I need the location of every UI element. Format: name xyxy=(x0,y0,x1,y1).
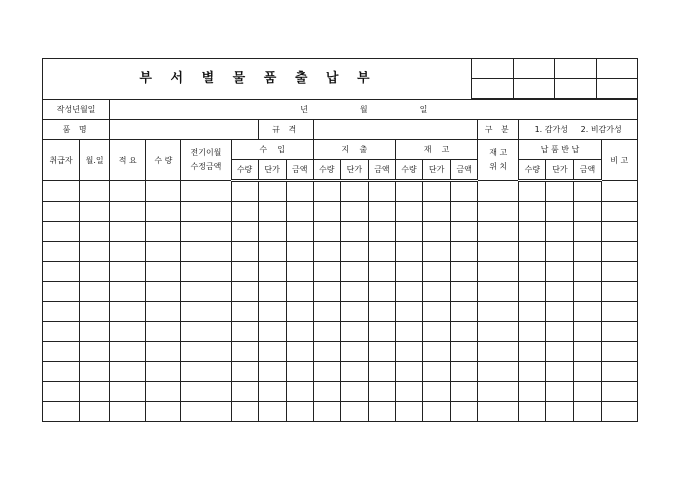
ledger-cell[interactable] xyxy=(313,181,340,202)
ledger-cell[interactable] xyxy=(519,362,546,382)
sub-price: 단가 xyxy=(546,160,574,181)
ledger-row xyxy=(43,181,638,202)
ledger-cell[interactable] xyxy=(340,382,368,402)
item-name-field[interactable] xyxy=(110,120,258,140)
ledger-cell[interactable] xyxy=(80,262,110,282)
sub-price: 단가 xyxy=(340,160,368,181)
ledger-cell[interactable] xyxy=(340,202,368,222)
ledger-cell[interactable] xyxy=(313,302,340,322)
sub-qty: 수량 xyxy=(395,160,422,181)
ledger-cell[interactable] xyxy=(395,382,422,402)
approval-box[interactable] xyxy=(555,59,597,79)
ledger-cell[interactable] xyxy=(231,282,258,302)
ledger-cell[interactable] xyxy=(258,402,286,422)
ledger-cell[interactable] xyxy=(258,181,286,202)
ledger-row xyxy=(43,302,638,322)
ledger-cell[interactable] xyxy=(146,342,181,362)
ledger-cell[interactable] xyxy=(395,322,422,342)
ledger-cell[interactable] xyxy=(340,181,368,202)
ledger-cell[interactable] xyxy=(395,242,422,262)
col-return: 납 품 반 납 xyxy=(519,140,601,160)
ledger-cell[interactable] xyxy=(313,342,340,362)
day-label: 일 xyxy=(419,105,428,114)
ledger-cell[interactable] xyxy=(478,362,519,382)
ledger-cell[interactable] xyxy=(423,322,451,342)
ledger-cell[interactable] xyxy=(451,181,478,202)
sub-price: 단가 xyxy=(423,160,451,181)
ledger-row xyxy=(43,322,638,342)
ledger-cell[interactable] xyxy=(258,382,286,402)
col-stock-location xyxy=(478,140,519,181)
ledger-cell[interactable] xyxy=(181,402,231,422)
ledger-cell[interactable] xyxy=(43,382,80,402)
approval-box[interactable] xyxy=(596,59,637,79)
ledger-row xyxy=(43,342,638,362)
category-label: 구 분 xyxy=(478,120,519,140)
ledger-cell[interactable] xyxy=(43,282,80,302)
ledger-cell[interactable] xyxy=(231,382,258,402)
ledger-cell[interactable] xyxy=(146,222,181,242)
ledger-cell[interactable] xyxy=(80,322,110,342)
ledger-cell[interactable] xyxy=(313,222,340,242)
ledger-cell[interactable] xyxy=(43,242,80,262)
date-field[interactable] xyxy=(110,100,638,120)
ledger-cell[interactable] xyxy=(451,382,478,402)
ledger-cell[interactable] xyxy=(519,382,546,402)
ledger-cell[interactable] xyxy=(231,322,258,342)
ledger-cell[interactable] xyxy=(546,222,574,242)
ledger-cell[interactable] xyxy=(519,181,546,202)
ledger-cell[interactable] xyxy=(574,322,601,342)
ledger-cell[interactable] xyxy=(258,262,286,282)
ledger-cell[interactable] xyxy=(313,202,340,222)
ledger-cell[interactable] xyxy=(546,322,574,342)
ledger-cell[interactable] xyxy=(451,362,478,382)
ledger-cell[interactable] xyxy=(286,322,313,342)
ledger-cell[interactable] xyxy=(181,322,231,342)
ledger-cell[interactable] xyxy=(80,181,110,202)
ledger-cell[interactable] xyxy=(43,202,80,222)
ledger-table xyxy=(42,99,638,422)
ledger-cell[interactable] xyxy=(395,342,422,362)
ledger-cell[interactable] xyxy=(286,242,313,262)
year-label: 년 xyxy=(300,105,308,114)
ledger-cell[interactable] xyxy=(368,402,395,422)
ledger-cell[interactable] xyxy=(601,342,637,362)
ledger-cell[interactable] xyxy=(601,262,637,282)
ledger-row xyxy=(43,242,638,262)
ledger-cell[interactable] xyxy=(340,362,368,382)
ledger-cell[interactable] xyxy=(110,402,146,422)
ledger-cell[interactable] xyxy=(231,302,258,322)
ledger-cell[interactable] xyxy=(601,402,637,422)
ledger-cell[interactable] xyxy=(574,362,601,382)
ledger-cell[interactable] xyxy=(368,242,395,262)
ledger-cell[interactable] xyxy=(340,262,368,282)
ledger-cell[interactable] xyxy=(478,262,519,282)
ledger-cell[interactable] xyxy=(451,342,478,362)
ledger-cell[interactable] xyxy=(340,322,368,342)
ledger-cell[interactable] xyxy=(423,302,451,322)
ledger-cell[interactable] xyxy=(146,202,181,222)
ledger-cell[interactable] xyxy=(574,262,601,282)
ledger-cell[interactable] xyxy=(258,282,286,302)
ledger-cell[interactable] xyxy=(423,202,451,222)
approval-box[interactable] xyxy=(472,59,514,79)
ledger-cell[interactable] xyxy=(451,302,478,322)
ledger-row xyxy=(43,382,638,402)
ledger-cell[interactable] xyxy=(181,181,231,202)
ledger-cell[interactable] xyxy=(313,282,340,302)
ledger-cell[interactable] xyxy=(451,202,478,222)
ledger-cell[interactable] xyxy=(423,342,451,362)
ledger-cell[interactable] xyxy=(181,202,231,222)
col-receipt: 수 입 xyxy=(231,140,313,160)
ledger-cell[interactable] xyxy=(546,181,574,202)
ledger-cell[interactable] xyxy=(340,282,368,302)
ledger-cell[interactable] xyxy=(395,302,422,322)
ledger-cell[interactable] xyxy=(340,302,368,322)
ledger-cell[interactable] xyxy=(286,402,313,422)
ledger-cell[interactable] xyxy=(423,402,451,422)
ledger-cell[interactable] xyxy=(574,282,601,302)
ledger-cell[interactable] xyxy=(601,181,637,202)
ledger-cell[interactable] xyxy=(519,262,546,282)
ledger-cell[interactable] xyxy=(478,222,519,242)
approval-box[interactable] xyxy=(555,79,597,99)
ledger-cell[interactable] xyxy=(110,362,146,382)
approval-box[interactable] xyxy=(513,79,555,99)
col-carryover-line2: 수정금액 xyxy=(190,162,222,171)
ledger-cell[interactable] xyxy=(395,202,422,222)
ledger-cell[interactable] xyxy=(451,222,478,242)
ledger-cell[interactable] xyxy=(80,282,110,302)
ledger-cell[interactable] xyxy=(146,242,181,262)
sub-amount: 금액 xyxy=(286,160,313,181)
ledger-cell[interactable] xyxy=(43,302,80,322)
ledger-cell[interactable] xyxy=(231,181,258,202)
approval-boxes xyxy=(471,59,637,99)
ledger-cell[interactable] xyxy=(368,222,395,242)
ledger-cell[interactable] xyxy=(231,362,258,382)
ledger-cell[interactable] xyxy=(110,302,146,322)
spec-field[interactable] xyxy=(313,120,477,140)
ledger-cell[interactable] xyxy=(231,202,258,222)
ledger-cell[interactable] xyxy=(286,181,313,202)
sub-qty: 수량 xyxy=(519,160,546,181)
ledger-cell[interactable] xyxy=(80,342,110,362)
sub-amount: 금액 xyxy=(574,160,601,181)
ledger-cell[interactable] xyxy=(110,202,146,222)
ledger-cell[interactable] xyxy=(519,342,546,362)
ledger-cell[interactable] xyxy=(368,282,395,302)
ledger-cell[interactable] xyxy=(478,382,519,402)
ledger-cell[interactable] xyxy=(313,402,340,422)
ledger-cell[interactable] xyxy=(286,302,313,322)
ledger-cell[interactable] xyxy=(368,342,395,362)
ledger-cell[interactable] xyxy=(451,322,478,342)
ledger-cell[interactable] xyxy=(574,222,601,242)
ledger-cell[interactable] xyxy=(546,362,574,382)
ledger-cell[interactable] xyxy=(478,402,519,422)
ledger-cell[interactable] xyxy=(574,402,601,422)
col-date: 월.일 xyxy=(80,140,110,181)
ledger-cell[interactable] xyxy=(146,302,181,322)
ledger-cell[interactable] xyxy=(601,202,637,222)
ledger-cell[interactable] xyxy=(340,222,368,242)
ledger-cell[interactable] xyxy=(519,222,546,242)
ledger-cell[interactable] xyxy=(574,342,601,362)
ledger-cell[interactable] xyxy=(423,181,451,202)
col-carryover xyxy=(181,140,231,181)
sub-price: 단가 xyxy=(258,160,286,181)
ledger-form xyxy=(42,58,638,422)
ledger-cell[interactable] xyxy=(423,362,451,382)
ledger-cell[interactable] xyxy=(313,262,340,282)
ledger-cell[interactable] xyxy=(80,202,110,222)
ledger-cell[interactable] xyxy=(43,342,80,362)
ledger-cell[interactable] xyxy=(146,362,181,382)
ledger-cell[interactable] xyxy=(258,302,286,322)
sub-qty: 수량 xyxy=(313,160,340,181)
ledger-cell[interactable] xyxy=(80,402,110,422)
ledger-cell[interactable] xyxy=(181,222,231,242)
ledger-cell[interactable] xyxy=(601,302,637,322)
ledger-cell[interactable] xyxy=(519,402,546,422)
ledger-cell[interactable] xyxy=(368,322,395,342)
ledger-cell[interactable] xyxy=(110,181,146,202)
ledger-cell[interactable] xyxy=(43,362,80,382)
ledger-cell[interactable] xyxy=(395,262,422,282)
ledger-cell[interactable] xyxy=(546,342,574,362)
ledger-cell[interactable] xyxy=(423,242,451,262)
ledger-cell[interactable] xyxy=(601,222,637,242)
ledger-cell[interactable] xyxy=(286,362,313,382)
col-issue: 지 출 xyxy=(313,140,395,160)
ledger-cell[interactable] xyxy=(478,322,519,342)
ledger-cell[interactable] xyxy=(423,282,451,302)
ledger-cell[interactable] xyxy=(181,362,231,382)
ledger-cell[interactable] xyxy=(368,362,395,382)
ledger-cell[interactable] xyxy=(395,181,422,202)
ledger-cell[interactable] xyxy=(423,222,451,242)
ledger-cell[interactable] xyxy=(519,322,546,342)
ledger-cell[interactable] xyxy=(286,382,313,402)
ledger-cell[interactable] xyxy=(395,362,422,382)
ledger-cell[interactable] xyxy=(231,402,258,422)
ledger-cell[interactable] xyxy=(43,262,80,282)
ledger-cell[interactable] xyxy=(146,181,181,202)
ledger-cell[interactable] xyxy=(80,382,110,402)
ledger-cell[interactable] xyxy=(286,282,313,302)
ledger-cell[interactable] xyxy=(478,302,519,322)
ledger-cell[interactable] xyxy=(478,282,519,302)
spec-label: 규 격 xyxy=(258,120,313,140)
ledger-cell[interactable] xyxy=(368,262,395,282)
ledger-cell[interactable] xyxy=(181,282,231,302)
ledger-cell[interactable] xyxy=(546,302,574,322)
ledger-cell[interactable] xyxy=(546,242,574,262)
ledger-cell[interactable] xyxy=(601,322,637,342)
ledger-cell[interactable] xyxy=(258,222,286,242)
ledger-cell[interactable] xyxy=(231,262,258,282)
ledger-cell[interactable] xyxy=(286,262,313,282)
ledger-cell[interactable] xyxy=(258,202,286,222)
ledger-cell[interactable] xyxy=(146,322,181,342)
form-title: 부 서 별 물 품 출 납 부 xyxy=(139,71,377,86)
approval-box[interactable] xyxy=(472,79,514,99)
ledger-cell[interactable] xyxy=(451,242,478,262)
ledger-cell[interactable] xyxy=(368,302,395,322)
ledger-cell[interactable] xyxy=(80,242,110,262)
ledger-cell[interactable] xyxy=(181,262,231,282)
month-label: 월 xyxy=(359,105,368,114)
date-label: 작성년월일 xyxy=(43,100,110,120)
ledger-cell[interactable] xyxy=(110,242,146,262)
ledger-cell[interactable] xyxy=(110,342,146,362)
ledger-row xyxy=(43,362,638,382)
ledger-cell[interactable] xyxy=(423,262,451,282)
ledger-cell[interactable] xyxy=(601,382,637,402)
ledger-cell[interactable] xyxy=(110,322,146,342)
col-remarks: 비 고 xyxy=(601,140,637,181)
ledger-cell[interactable] xyxy=(181,382,231,402)
ledger-cell[interactable] xyxy=(574,302,601,322)
ledger-cell[interactable] xyxy=(395,222,422,242)
ledger-cell[interactable] xyxy=(395,282,422,302)
ledger-cell[interactable] xyxy=(286,202,313,222)
title-area xyxy=(42,58,638,99)
ledger-cell[interactable] xyxy=(478,242,519,262)
ledger-cell[interactable] xyxy=(546,382,574,402)
ledger-cell[interactable] xyxy=(340,242,368,262)
ledger-cell[interactable] xyxy=(231,342,258,362)
col-stock-location-line2: 위 치 xyxy=(489,162,508,171)
sub-amount: 금액 xyxy=(368,160,395,181)
ledger-cell[interactable] xyxy=(478,202,519,222)
col-carryover-line1: 전기이월 xyxy=(190,148,222,157)
ledger-cell[interactable] xyxy=(313,322,340,342)
ledger-cell[interactable] xyxy=(43,402,80,422)
ledger-row xyxy=(43,402,638,422)
sub-amount: 금액 xyxy=(451,160,478,181)
ledger-cell[interactable] xyxy=(258,322,286,342)
ledger-cell[interactable] xyxy=(601,242,637,262)
ledger-cell[interactable] xyxy=(519,202,546,222)
ledger-cell[interactable] xyxy=(313,362,340,382)
ledger-cell[interactable] xyxy=(258,242,286,262)
ledger-cell[interactable] xyxy=(368,202,395,222)
ledger-row xyxy=(43,282,638,302)
ledger-cell[interactable] xyxy=(110,282,146,302)
ledger-cell[interactable] xyxy=(601,282,637,302)
ledger-cell[interactable] xyxy=(601,362,637,382)
ledger-cell[interactable] xyxy=(574,181,601,202)
ledger-cell[interactable] xyxy=(478,181,519,202)
ledger-cell[interactable] xyxy=(451,402,478,422)
ledger-cell[interactable] xyxy=(451,282,478,302)
ledger-row xyxy=(43,202,638,222)
ledger-cell[interactable] xyxy=(181,342,231,362)
ledger-cell[interactable] xyxy=(423,382,451,402)
ledger-cell[interactable] xyxy=(340,342,368,362)
ledger-cell[interactable] xyxy=(546,402,574,422)
ledger-cell[interactable] xyxy=(110,382,146,402)
ledger-cell[interactable] xyxy=(286,222,313,242)
ledger-cell[interactable] xyxy=(258,342,286,362)
ledger-cell[interactable] xyxy=(519,242,546,262)
ledger-cell[interactable] xyxy=(519,302,546,322)
ledger-cell[interactable] xyxy=(110,262,146,282)
ledger-cell[interactable] xyxy=(368,181,395,202)
ledger-cell[interactable] xyxy=(146,402,181,422)
entry-rows xyxy=(43,181,638,422)
ledger-cell[interactable] xyxy=(478,342,519,362)
ledger-cell[interactable] xyxy=(368,382,395,402)
ledger-cell[interactable] xyxy=(546,202,574,222)
ledger-cell[interactable] xyxy=(80,222,110,242)
ledger-cell[interactable] xyxy=(80,362,110,382)
ledger-cell[interactable] xyxy=(80,302,110,322)
ledger-cell[interactable] xyxy=(146,282,181,302)
ledger-cell[interactable] xyxy=(313,382,340,402)
ledger-cell[interactable] xyxy=(574,202,601,222)
ledger-cell[interactable] xyxy=(110,222,146,242)
sub-qty: 수량 xyxy=(231,160,258,181)
ledger-cell[interactable] xyxy=(546,262,574,282)
ledger-cell[interactable] xyxy=(574,382,601,402)
approval-box[interactable] xyxy=(596,79,637,99)
ledger-cell[interactable] xyxy=(546,282,574,302)
col-handler: 취급자 xyxy=(43,140,80,181)
ledger-row xyxy=(43,262,638,282)
ledger-cell[interactable] xyxy=(286,342,313,362)
ledger-cell[interactable] xyxy=(181,242,231,262)
category-options: 1. 감가성 2. 비감가성 xyxy=(519,120,638,140)
ledger-cell[interactable] xyxy=(451,262,478,282)
ledger-cell[interactable] xyxy=(181,302,231,322)
col-stock-location-line1: 재 고 xyxy=(489,148,508,157)
ledger-cell[interactable] xyxy=(43,322,80,342)
ledger-row xyxy=(43,222,638,242)
ledger-cell[interactable] xyxy=(231,242,258,262)
col-quantity: 수 량 xyxy=(146,140,181,181)
approval-box[interactable] xyxy=(513,59,555,79)
ledger-cell[interactable] xyxy=(313,242,340,262)
ledger-cell[interactable] xyxy=(231,222,258,242)
ledger-cell[interactable] xyxy=(258,362,286,382)
ledger-cell[interactable] xyxy=(519,282,546,302)
ledger-cell[interactable] xyxy=(395,402,422,422)
ledger-cell[interactable] xyxy=(574,242,601,262)
col-summary: 적 요 xyxy=(110,140,146,181)
ledger-cell[interactable] xyxy=(340,402,368,422)
ledger-cell[interactable] xyxy=(43,222,80,242)
ledger-cell[interactable] xyxy=(146,262,181,282)
ledger-cell[interactable] xyxy=(43,181,80,202)
col-stock: 재 고 xyxy=(395,140,477,160)
ledger-cell[interactable] xyxy=(146,382,181,402)
item-name-label: 품 명 xyxy=(43,120,110,140)
